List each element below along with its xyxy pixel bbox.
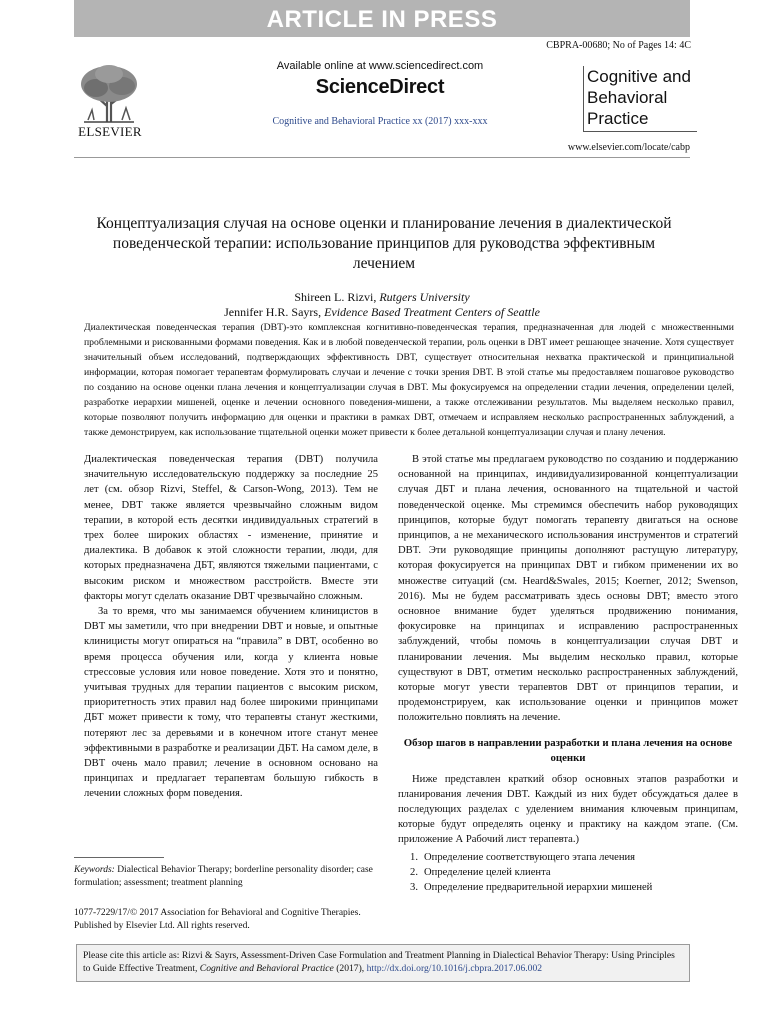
author-line xyxy=(74,290,690,305)
body-column-right xyxy=(398,452,738,895)
article-in-press-banner: ARTICLE IN PRESS xyxy=(74,0,690,37)
body-paragraph: За то время, что мы занимаемся обучением клиницистов в DBT мы заметили, что при внедрении DBT и новые, и опытные клиницисты могут опираться на “правила” в DBT, особенно во время процесса обучения или, когда у клиента новые стрессовые условия или новое поведение. Хотя это и понятно, учитывая трудных для терапии пациентов с высоким риском, приоритетность этих правил над более широкими принципами ДБТ может привести к тому, что терапевты станут жесткими, потеряют лес за деревьями и в конечном итоге станут менее эффективными в разработке и реализации ДБТ. На самом деле, в DBT очень мало правил; лечение в основном основано на принципах и предлагает терапевтам большую гибкость в лечении сложных форм поведения. xyxy=(84,606,378,800)
citation-box xyxy=(76,944,690,982)
list-item xyxy=(398,865,738,880)
keywords-label: Keywords: xyxy=(74,865,115,875)
footnote-divider xyxy=(74,857,164,858)
citation-journal: Cognitive and Behavioral Practice xyxy=(199,963,334,974)
available-online-text: Available online at www.sciencedirect.com xyxy=(276,60,484,72)
article-id: CBPRA-00680; No of Pages 14: 4C xyxy=(546,40,691,51)
list-item xyxy=(398,880,738,895)
body-paragraph: Ниже представлен краткий обзор основных этапов разработки и планирования лечения DBT. Каждый из них будет обсуждаться далее в последующих разделах с уделением внимания ключевым принципам, которые будут определять оценку и практику на каждом этапе. (См. приложение А Рабочий лист терапевта.) xyxy=(398,773,738,846)
author-affiliation: Evidence Based Treatment Centers of Seattle xyxy=(324,305,540,319)
citation-text: Please cite this article as: Rizvi & Sayrs, Assessment-Driven Case Formulation and Treatment Planning in Dialectical Behavior Therapy: Using Principles to Guide Effective Treatment, xyxy=(83,950,675,974)
journal-title-block: Cognitive and Behavioral Practice xyxy=(583,66,697,132)
abstract: Диалектическая поведенческая терапия (DBT)-это комплексная когнитивно-поведенческая терапия, предназначенная для людей с множественными проблемными и рискованными формами поведения. Как и в любой поведенческой терапии, роль оценки в DBT имеет решающее значение. Хотя существует значительный объем исследований, подтверждающих эффективность DBT, существует относительная нехватка практической и принципиальной информации, которая помогает терапевтам формулировать случаи и лечение с точки зрения DBT. В этой статье мы предоставляем пошаговое руководство по созданию на основе оценки плана лечения и концептуализации случая в DBT. Мы фокусируемся на определении стадии лечения, определении целей, разработке иерархии мишеней, оценке и лечении основного поведения-мишени, а также отслеживании результатов. Мы выделяем несколько правил, которые позволяют получить информацию для оценки и практики в рамках DBT, отмечаем и исправляем несколько распространенных заблуждений, а также демонстрируем, как использование тщательной оценки может привести к более детальной концептуализации случая и плану лечения. xyxy=(84,322,734,438)
list-item-number: 1. xyxy=(410,851,418,863)
citation-year: (2017), xyxy=(336,963,365,974)
author-name: Jennifer H.R. Sayrs, xyxy=(224,305,322,319)
list-item xyxy=(398,850,738,865)
elsevier-wordmark: ELSEVIER xyxy=(78,124,142,139)
list-item-text: Определение соответствующего этапа лечения xyxy=(424,851,636,863)
author-line xyxy=(74,305,690,320)
author-name: Shireen L. Rizvi, xyxy=(294,290,377,304)
list-item-number: 2. xyxy=(410,866,418,878)
journal-url[interactable]: www.elsevier.com/locate/cabp xyxy=(567,142,690,153)
journal-reference[interactable]: Cognitive and Behavioral Practice xx (2017) xxx-xxx xyxy=(272,116,488,127)
sciencedirect-wordmark: ScienceDirect xyxy=(315,76,445,98)
list-item-number: 3. xyxy=(410,882,418,894)
doi-link[interactable]: http://dx.doi.org/10.1016/j.cbpra.2017.06.002 xyxy=(366,963,543,974)
list-item-text: Определение предварительной иерархии мишеней xyxy=(424,882,653,894)
copyright-notice: 1077-7229/17/© 2017 Association for Behavioral and Cognitive Therapies. Published by Elsevier Ltd. All rights reserved. xyxy=(74,908,361,931)
section-heading: Обзор шагов в направлении разработки и плана лечения на основе оценки xyxy=(403,736,733,764)
steps-list xyxy=(398,850,738,896)
article-title: Концептуализация случая на основе оценки и планирование лечения в диалектической поведенческой терапии: использование принципов для руководства эффективным лечением xyxy=(96,215,672,272)
body-paragraph: Диалектическая поведенческая терапия (DBT) получила значительную исследовательскую поддержку за последние 25 лет (см. обзор Rizvi, Steffel, & Carson-Wong, 2013). Тем не менее, DBT также является чрезвычайно сложным видом терапии, в которой есть десятки индивидуальных стратегий в трех более широких областях - изменение, принятие и диалектика. В добавок к этой сложности терапии, люди, для которых предназначена ДБТ, являются тяжелыми пациентами, с высоким риском и множеством расстройств. Вместе эти факторы могут сделать оказание DBT чрезвычайно сложным. xyxy=(84,454,378,602)
keywords xyxy=(74,864,374,890)
keywords-text: Dialectical Behavior Therapy; borderline personality disorder; case formulation; assessment; treatment planning xyxy=(74,865,373,888)
list-item-text: Определение целей клиента xyxy=(424,866,551,878)
body-column-left xyxy=(84,452,378,802)
body-paragraph: В этой статье мы предлагаем руководство по созданию и поддержанию основанной на принципах, индивидуализированной концептуализации случая ДБТ и плана лечения, основанного на тщательной и частой поведенческой оценке. Мы стремимся обеспечить набор руководящих принципов, которые будут помогать терапевту двигаться на основе принципов, а не механического использования инструментов и стратегий DBT. Эти руководящие принципы дополняют растущую литературу, которая фокусируется на принципах DBT и гибком применении их во множестве ситуаций (см. Heard&Swales, 2015; Koerner, 2012; Swenson, 2016). Мы не будем рассматривать здесь основы DBT; вместо этого основное внимание будет уделяться продвижению понимания, фокусировке на принципах и исправлению распространенных заблуждений, чтобы помочь в концептуализации случая DBT и планировании лечения. Мы выделим несколько правил, которые существуют в DBT, отметим несколько распространенных заблуждений, которые могут увести терапевтов DBT от принципов терапии, и продемонстрируем, как использование оценки и принципов может положительно повлиять на лечение. xyxy=(398,454,738,724)
author-affiliation: Rutgers University xyxy=(379,290,470,304)
header-divider xyxy=(74,157,690,158)
